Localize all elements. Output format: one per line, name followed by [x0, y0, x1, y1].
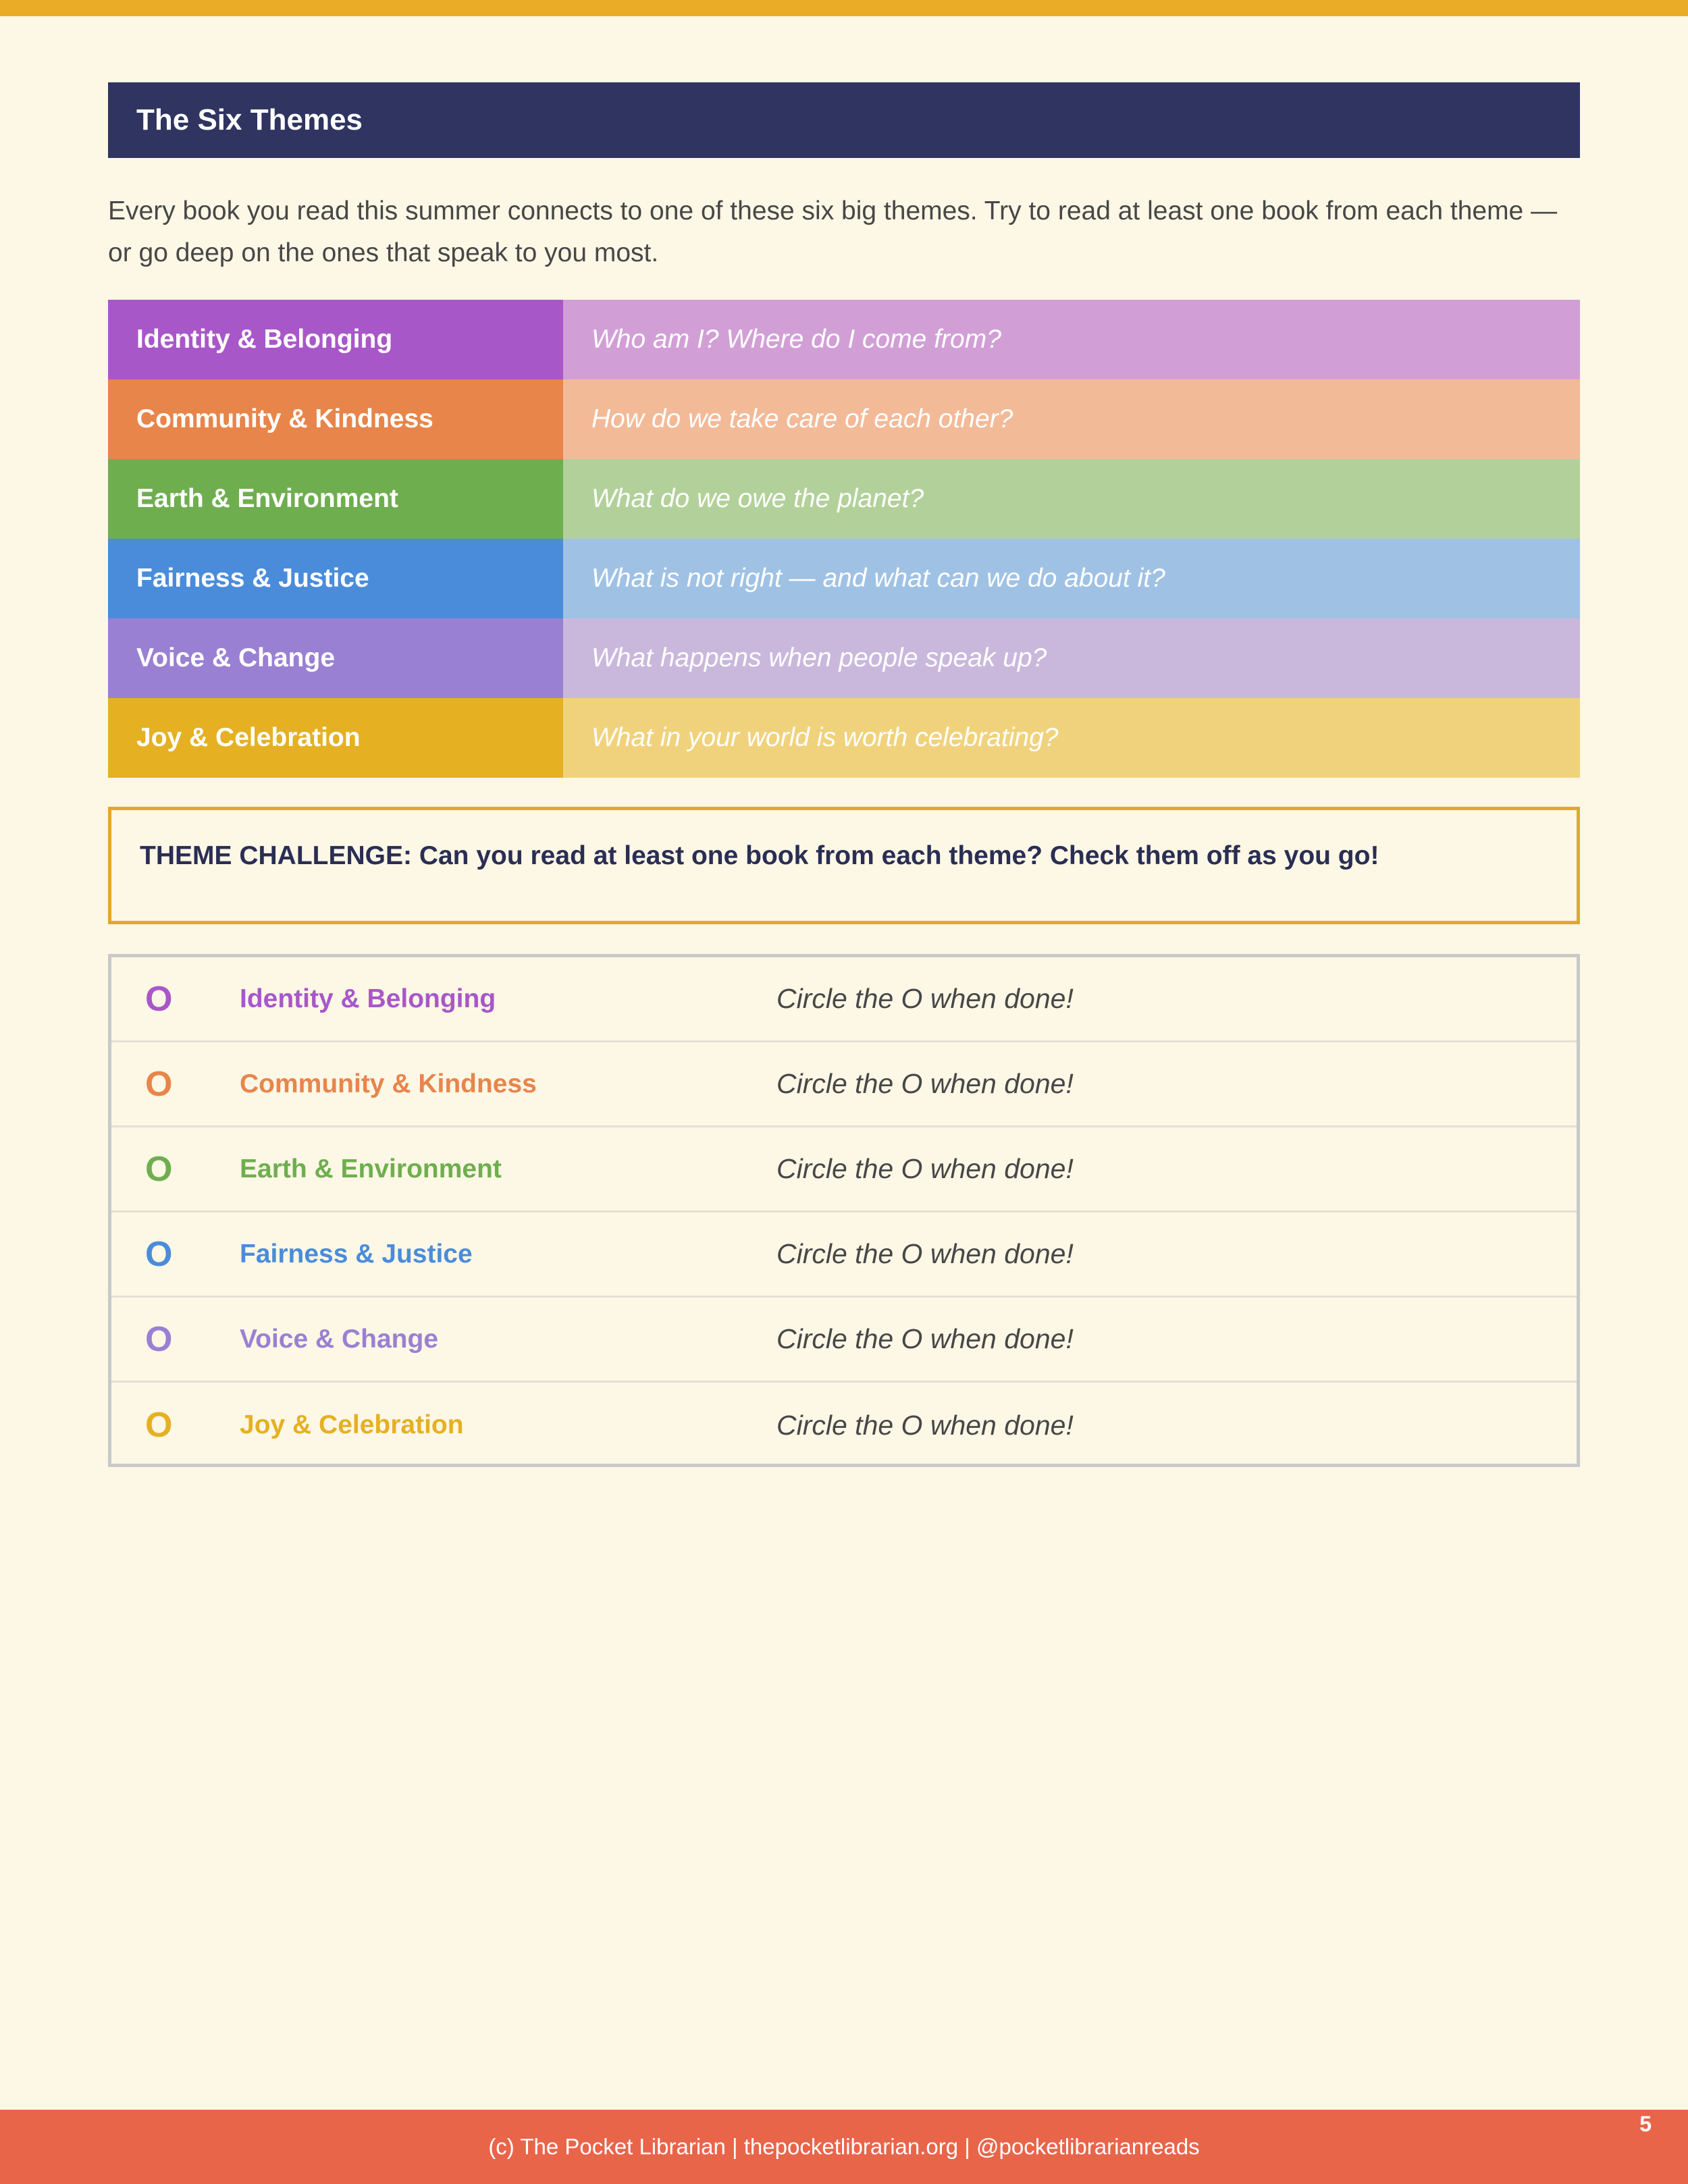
circle-o-mark[interactable]: O: [145, 1064, 173, 1104]
circle-o-mark[interactable]: O: [145, 979, 173, 1019]
footer-credit: (c) The Pocket Librarian | thepocketlibrarian.org | @pocketlibrarianreads: [488, 2134, 1200, 2159]
checklist-row: [111, 1383, 1577, 1468]
theme-name: Joy & Celebration: [108, 698, 563, 778]
theme-question: How do we take care of each other?: [563, 379, 1580, 459]
circle-o-mark[interactable]: O: [145, 1406, 173, 1445]
theme-row: [108, 698, 1580, 778]
theme-question: What is not right — and what can we do about it?: [563, 539, 1580, 618]
theme-challenge-box: [108, 807, 1580, 924]
checklist-row: [111, 1213, 1577, 1298]
theme-challenge-text: THEME CHALLENGE: Can you read at least one book from each theme? Check them off as you go!: [140, 841, 1379, 870]
footer-bar: [0, 2110, 1688, 2184]
circle-o-mark[interactable]: O: [145, 1319, 173, 1359]
page-title: The Six Themes: [136, 103, 363, 136]
checklist-row: [111, 957, 1577, 1042]
checklist-note: Circle the O when done!: [776, 1323, 1074, 1354]
checklist-row: [111, 1042, 1577, 1127]
theme-name: Voice & Change: [108, 618, 563, 698]
theme-checklist: [108, 954, 1580, 1467]
theme-row: [108, 618, 1580, 698]
checklist-theme-name: Voice & Change: [240, 1324, 439, 1354]
checklist-theme-name: Earth & Environment: [240, 1154, 502, 1183]
checklist-row: [111, 1127, 1577, 1213]
checklist-note: Circle the O when done!: [776, 983, 1074, 1014]
top-accent-bar: [0, 0, 1688, 16]
theme-name: Identity & Belonging: [108, 300, 563, 379]
checklist-theme-name: Joy & Celebration: [240, 1410, 464, 1439]
theme-row: [108, 379, 1580, 459]
checklist-note: Circle the O when done!: [776, 1238, 1074, 1269]
circle-o-mark[interactable]: O: [145, 1149, 173, 1189]
theme-name: Earth & Environment: [108, 459, 563, 539]
theme-question: What in your world is worth celebrating?: [563, 698, 1580, 778]
circle-o-mark[interactable]: O: [145, 1234, 173, 1274]
theme-name: Community & Kindness: [108, 379, 563, 459]
checklist-note: Circle the O when done!: [776, 1153, 1074, 1184]
checklist-note: Circle the O when done!: [776, 1068, 1074, 1099]
theme-row: [108, 459, 1580, 539]
theme-question: Who am I? Where do I come from?: [563, 300, 1580, 379]
themes-table: [108, 300, 1580, 778]
checklist-theme-name: Community & Kindness: [240, 1069, 537, 1098]
theme-row: [108, 300, 1580, 379]
theme-question: What happens when people speak up?: [563, 618, 1580, 698]
section-header: [108, 82, 1580, 158]
intro-paragraph: Every book you read this summer connects to one of these six big themes. Try to read at least one book from each theme — or go deep on the ones that speak to you most.: [108, 196, 1558, 267]
checklist-note: Circle the O when done!: [776, 1409, 1074, 1441]
checklist-theme-name: Fairness & Justice: [240, 1239, 473, 1269]
theme-question: What do we owe the planet?: [563, 459, 1580, 539]
checklist-theme-name: Identity & Belonging: [240, 984, 496, 1013]
theme-name: Fairness & Justice: [108, 539, 563, 618]
theme-row: [108, 539, 1580, 618]
page-number: 5: [1639, 2112, 1652, 2136]
checklist-row: [111, 1298, 1577, 1383]
